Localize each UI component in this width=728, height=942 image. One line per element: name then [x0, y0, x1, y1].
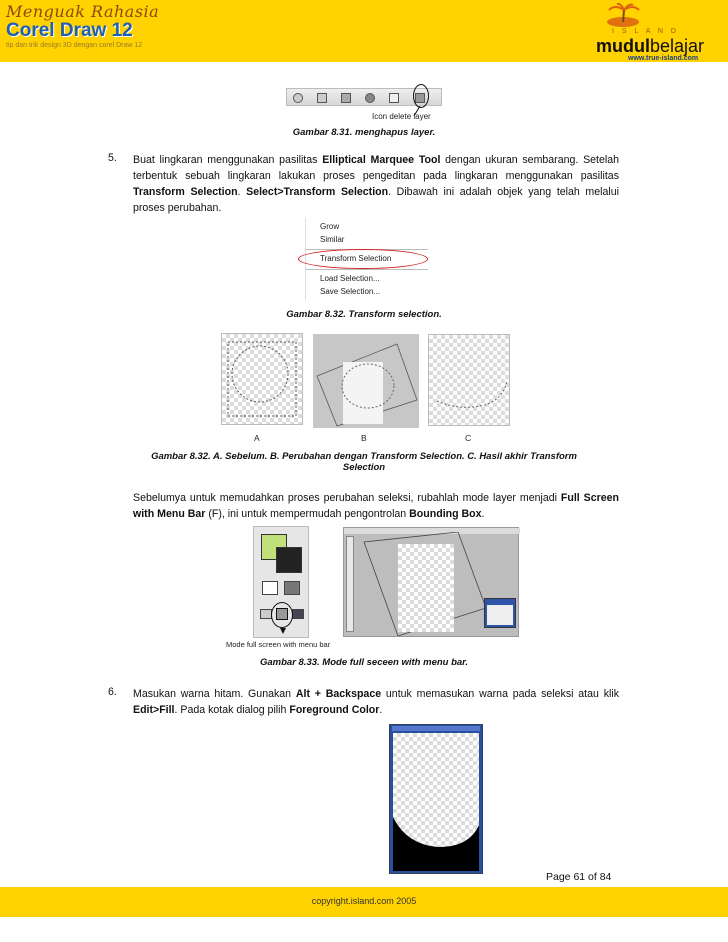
- step5-text-4: . Dibawah ini adalah objek yang telah melalui proses perubahan.: [133, 186, 619, 214]
- toolbox: [346, 536, 354, 632]
- menu-item-load-selection: Load Selection...: [320, 274, 380, 283]
- fullscreen-text-3: .: [481, 508, 485, 520]
- caption-abc-line-1: Gambar 8.32. A. Sebelum. B. Perubahan dengan Transform Selection. C. Hasil akhir Transform: [151, 451, 577, 462]
- fullscreen-paragraph: [133, 490, 619, 522]
- label-c: C: [465, 433, 472, 443]
- panel-b-transform: [313, 334, 419, 428]
- label-b: B: [361, 433, 367, 443]
- step6-text-1: Masukan warna hitam. Gunakan: [133, 688, 296, 700]
- step5-paragraph: [133, 152, 619, 216]
- menu-item-transform-selection: Transform Selection: [320, 254, 392, 263]
- fullscreen-text-2: (F), ini untuk mempermudah pengontrolan: [205, 508, 410, 520]
- caption-fig-8-33: Gambar 8.33. Mode full seceen with menu bar.: [259, 657, 468, 668]
- black-fill-drawing: [393, 733, 479, 871]
- fullscreen-text-1: Sebelumya untuk memudahkan proses perubahan seleksi, rubahlah mode layer menjadi: [133, 492, 561, 504]
- screen-mode-full-icon: [292, 609, 304, 619]
- filled-selection-image: [389, 724, 483, 874]
- window-title-bar: [392, 726, 480, 731]
- fullscreen-bold-2: Bounding Box: [409, 508, 482, 520]
- layer-style-icon: [293, 93, 303, 103]
- logo-name-rest: belajar: [650, 36, 705, 56]
- standard-mode-icon: [262, 581, 278, 595]
- step5-bold-2: Transform Selection: [133, 186, 238, 198]
- step-number-6: 6.: [108, 686, 117, 698]
- caption-fig-8-32-menu: Gambar 8.32. Transform selection.: [286, 309, 442, 320]
- quick-mask-icon: [284, 581, 300, 595]
- step5-text-1: Buat lingkaran menggunakan pasilitas: [133, 154, 323, 166]
- background-swatch: [276, 547, 302, 573]
- step6-text-4: .: [379, 704, 383, 716]
- header-script-title: Menguak Rahasia: [6, 2, 160, 21]
- callout-mode-full-screen: Mode full screen with menu bar: [226, 640, 331, 649]
- step6-text-3: . Pada kotak dialog pilih: [174, 704, 290, 716]
- menu-item-grow: Grow: [320, 222, 340, 231]
- panel-a-drawing: [222, 334, 304, 426]
- logo-island: I S L A N D: [612, 28, 679, 35]
- step5-text-3: .: [237, 186, 247, 198]
- step6-paragraph: [133, 686, 619, 718]
- callout-delete-layer: Icon delete layer: [372, 112, 431, 121]
- canvas-area: [393, 733, 479, 871]
- step6-bold-1: Alt + Backspace: [295, 688, 382, 700]
- label-a: A: [254, 433, 260, 443]
- menu-item-save-selection: Save Selection...: [320, 287, 381, 296]
- fullscreen-bold-1: Full Screen with Menu Bar: [133, 492, 619, 520]
- canvas: [398, 544, 454, 632]
- panel-c-result: [428, 334, 510, 426]
- step5-bold-3: Select>Transform Selection: [246, 186, 389, 198]
- caption-abc-line-2: Selection: [342, 462, 386, 473]
- step5-bold-1: Elliptical Marquee Tool: [322, 154, 441, 166]
- tool-palette-image: [253, 526, 309, 638]
- fullscreen-workspace-image: [343, 527, 519, 637]
- header-subtitle: tip dan trik design 3D dengan corel Draw 12: [6, 42, 143, 49]
- highlight-oval: [413, 84, 429, 108]
- footer-copyright: copyright.island.com 2005: [311, 896, 417, 906]
- caption-fig-8-31: Gambar 8.31. menghapus layer.: [292, 127, 436, 138]
- panel-a-before: [221, 333, 303, 425]
- step5-text-2: dengan ukuran sembarang. Setelah terbentuk sebuah lingkaran lakukan proses pengeditan pada lingkaran menggunakan pasilitas: [133, 154, 620, 182]
- adjustment-layer-icon: [365, 93, 375, 103]
- menu-item-similar: Similar: [320, 235, 345, 244]
- new-layer-icon: [389, 93, 399, 103]
- logo-name-bold: mudul: [596, 36, 650, 56]
- page-number: Page 61 of 84: [546, 871, 612, 883]
- step6-text-2: untuk memasukan warna pada seleksi atau klik: [381, 688, 619, 700]
- red-highlight-oval: [298, 249, 428, 269]
- panel-c-drawing: [429, 335, 511, 427]
- palette-content: [487, 605, 513, 625]
- menu-separator: [306, 269, 428, 270]
- caption-fig-8-32-abc: [100, 451, 628, 473]
- step6-bold-2: Edit>Fill: [133, 704, 175, 716]
- logo-name: [596, 36, 704, 57]
- step6-bold-3: Foreground Color: [289, 704, 380, 716]
- panel-b-drawing: [313, 334, 419, 428]
- arrow-down-icon: [280, 628, 286, 634]
- layer-mask-icon: [317, 93, 327, 103]
- header-title: Corel Draw 12: [6, 20, 133, 41]
- logo-url: www.true-island.com: [628, 55, 699, 62]
- step-number-5: 5.: [108, 152, 117, 164]
- layer-set-icon: [341, 93, 351, 103]
- palette-window: [484, 598, 516, 628]
- palm-logo-icon: [605, 2, 641, 28]
- highlight-oval: [271, 602, 293, 628]
